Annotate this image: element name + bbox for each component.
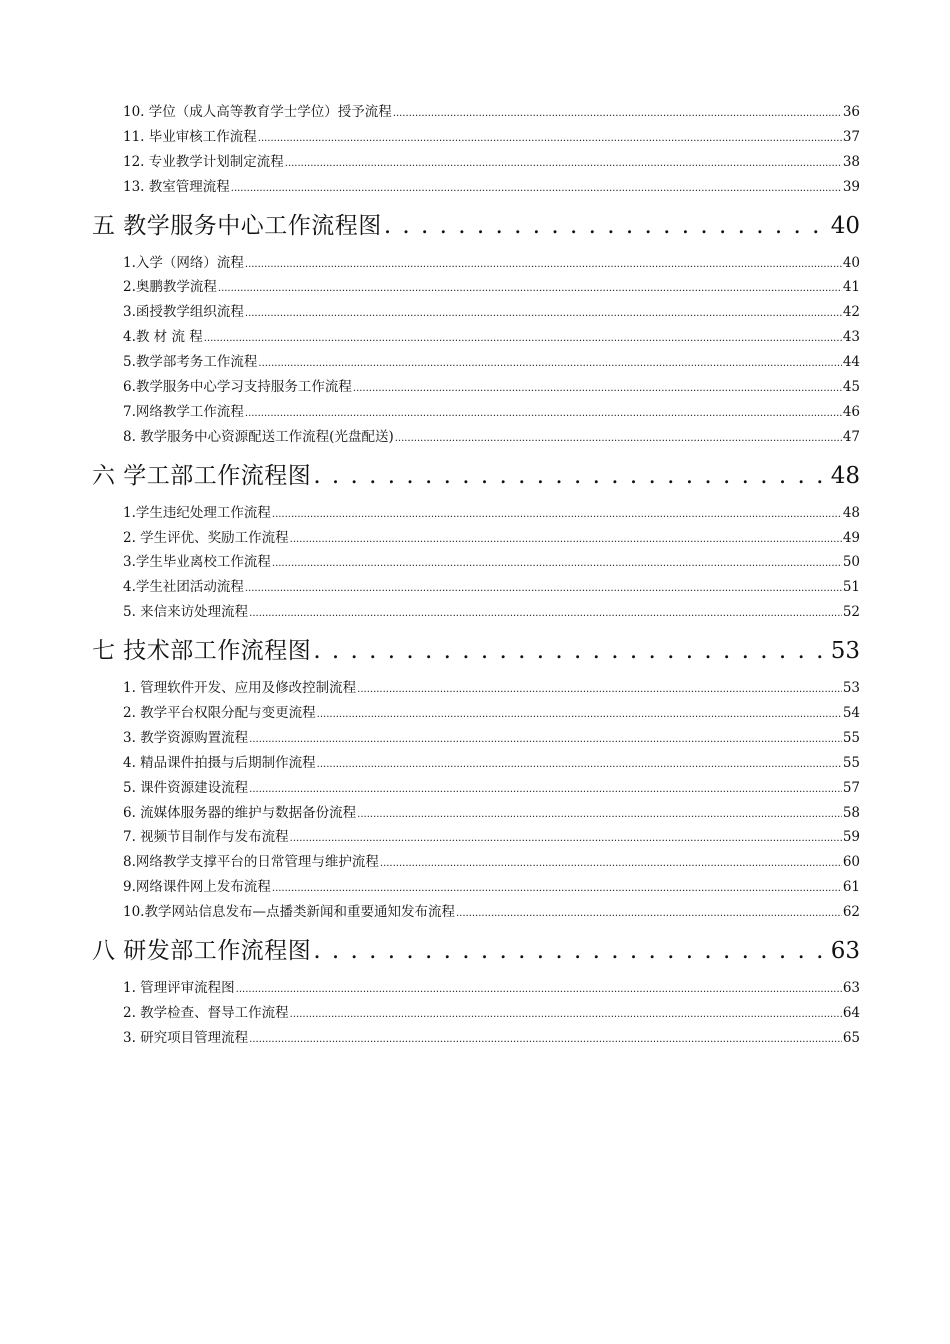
toc-page-number: 57 [842,779,860,796]
toc-page-number: 44 [842,354,860,371]
toc-entry[interactable] [92,375,860,400]
toc-dot-leader [290,526,842,553]
toc-dot-leader [245,575,842,602]
toc-entry-title: 4.学生社团活动流程 [123,579,244,596]
toc-dot-leader [456,900,842,927]
toc-entry[interactable] [92,850,860,875]
toc-section-heading[interactable] [92,451,860,501]
toc-entry-title: 10.教学网站信息发布—点播类新闻和重要通知发布流程 [123,904,455,921]
toc-dot-leader [384,201,827,251]
toc-entry-title: 7.网络教学工作流程 [123,403,244,420]
toc-section-title: 八 研发部工作流程图 [92,938,312,965]
toc-section-heading[interactable] [92,626,860,676]
toc-entry-title: 1.学生违纪处理工作流程 [123,504,271,521]
toc-entry-title: 1. 管理评审流程图 [123,980,235,997]
toc-entry[interactable] [92,325,860,350]
toc-page-number: 40 [830,212,860,239]
toc-entry[interactable] [92,100,860,125]
toc-page-number: 65 [842,1029,860,1046]
toc-page-number: 48 [842,504,860,521]
toc-entry[interactable] [92,875,860,900]
toc-page-number: 50 [842,554,860,571]
toc-entry-title: 10. 学位（成人高等教育学士学位）授予流程 [123,104,392,120]
toc-dot-leader [249,1026,842,1053]
toc-entry[interactable] [92,825,860,850]
toc-dot-leader [272,501,842,528]
toc-entry[interactable] [92,701,860,726]
toc-page-number: 63 [830,938,860,965]
toc-page-number: 47 [842,428,860,445]
toc-entry[interactable] [92,251,860,276]
toc-page-number: 52 [842,604,860,621]
toc-entry-title: 12. 专业教学计划制定流程 [123,153,284,170]
toc-entry[interactable] [92,676,860,701]
toc-page-number: 64 [842,1004,860,1021]
toc-dot-leader [285,150,842,177]
toc-dot-leader [218,275,842,302]
toc-entry[interactable] [92,600,860,625]
toc-dot-leader [313,451,826,501]
toc-dot-leader [272,550,842,577]
toc-page-number: 37 [842,128,860,145]
toc-entry-title: 3. 教学资源购置流程 [123,729,249,746]
toc-dot-leader [290,825,842,852]
toc-dot-leader [357,676,842,703]
toc-entry-title: 2. 教学检查、督导工作流程 [123,1004,289,1021]
toc-dot-leader [272,875,842,902]
toc-section-heading[interactable] [92,926,860,976]
toc-entry-title: 5.教学部考务工作流程 [123,354,258,371]
toc-section-title: 五 教学服务中心工作流程图 [92,212,382,239]
toc-page-number: 36 [842,104,860,120]
toc-entry[interactable] [92,726,860,751]
toc-page-number: 53 [830,638,860,665]
toc-page-number: 63 [842,980,860,997]
toc-entry-title: 7. 视频节目制作与发布流程 [123,829,289,846]
toc-dot-leader [380,850,842,877]
toc-entry-title: 8. 教学服务中心资源配送工作流程(光盘配送) [123,428,394,445]
toc-entry[interactable] [92,150,860,175]
toc-page-number: 48 [830,462,860,489]
toc-page-number: 61 [842,879,860,896]
toc-entry-title: 2. 教学平台权限分配与变更流程 [123,705,316,722]
toc-entry[interactable] [92,1026,860,1051]
toc-page-number: 59 [842,829,860,846]
toc-entry-title: 5. 课件资源建设流程 [123,779,249,796]
toc-entry[interactable] [92,300,860,325]
toc-dot-leader [313,926,826,976]
toc-entry-title: 6.教学服务中心学习支持服务工作流程 [123,379,352,396]
toc-dot-leader [245,300,842,327]
toc-entry[interactable] [92,275,860,300]
toc-entry-title: 8.网络教学支撑平台的日常管理与维护流程 [123,854,379,871]
toc-entry-title: 3.学生毕业离校工作流程 [123,554,271,571]
toc-entry-title: 4. 精品课件拍摄与后期制作流程 [123,754,316,771]
toc-page-number: 40 [842,254,860,271]
toc-dot-leader [290,1001,842,1028]
toc-dot-leader [204,325,842,352]
toc-entry-title: 2.奥鹏教学流程 [123,279,217,296]
toc-dot-leader [258,350,841,377]
toc-page-number: 43 [842,329,860,346]
toc-page-number: 60 [842,854,860,871]
toc-page-number: 53 [842,680,860,697]
toc-entry[interactable] [92,175,860,200]
toc-dot-leader [393,100,842,127]
toc-page-number: 42 [842,304,860,321]
toc-page-number: 49 [842,529,860,546]
toc-page-number: 38 [842,153,860,170]
toc-page-number: 41 [842,279,860,296]
toc-entry-title: 9.网络课件网上发布流程 [123,879,271,896]
toc-entry-title: 11. 毕业审核工作流程 [123,128,257,145]
toc-dot-leader [245,400,842,427]
toc-entry-title: 2. 学生评优、奖励工作流程 [123,529,289,546]
toc-dot-leader [357,801,842,828]
toc-dot-leader [245,251,842,278]
toc-entry[interactable] [92,900,860,925]
toc-entry[interactable] [92,575,860,600]
toc-page-number: 58 [842,804,860,821]
toc-page-number: 55 [842,754,860,771]
toc-entry[interactable] [92,400,860,425]
toc-page-number: 55 [842,729,860,746]
toc-entry[interactable] [92,776,860,801]
toc-entry[interactable] [92,501,860,526]
toc-entry-title: 5. 来信来访处理流程 [123,604,249,621]
toc-section-heading[interactable] [92,201,860,251]
toc-entry-title: 6. 流媒体服务器的维护与数据备份流程 [123,804,357,821]
toc-page-number: 54 [842,705,860,722]
toc-entry[interactable] [92,350,860,375]
toc-dot-leader [249,776,842,803]
toc-page-number: 51 [842,579,860,596]
toc-page-number: 45 [842,379,860,396]
table-of-contents [92,100,860,1051]
toc-page-number: 39 [842,178,860,195]
toc-dot-leader [249,726,842,753]
toc-dot-leader [313,626,826,676]
toc-entry[interactable] [92,976,860,1001]
toc-page-number: 62 [842,904,860,921]
toc-entry-title: 3.函授教学组织流程 [123,304,244,321]
toc-entry[interactable] [92,425,860,450]
toc-dot-leader [317,751,842,778]
toc-entry-title: 1. 管理软件开发、应用及修改控制流程 [123,680,357,697]
toc-entry[interactable] [92,526,860,551]
toc-entry-title: 4.教 材 流 程 [123,329,203,346]
toc-dot-leader [236,976,842,1003]
toc-entry[interactable] [92,801,860,826]
toc-section-title: 六 学工部工作流程图 [92,462,312,489]
toc-dot-leader [353,375,842,402]
toc-entry-title: 3. 研究项目管理流程 [123,1029,249,1046]
toc-dot-leader [317,701,842,728]
toc-dot-leader [249,600,842,627]
toc-dot-leader [231,175,842,202]
toc-dot-leader [258,125,842,152]
toc-entry[interactable] [92,550,860,575]
toc-entry[interactable] [92,1001,860,1026]
toc-page-number: 46 [842,403,860,420]
toc-section-title: 七 技术部工作流程图 [92,638,312,665]
toc-dot-leader [395,425,842,452]
toc-entry[interactable] [92,751,860,776]
toc-entry-title: 13. 教室管理流程 [123,178,230,195]
toc-entry-title: 1.入学（网络）流程 [123,254,244,271]
toc-entry[interactable] [92,125,860,150]
